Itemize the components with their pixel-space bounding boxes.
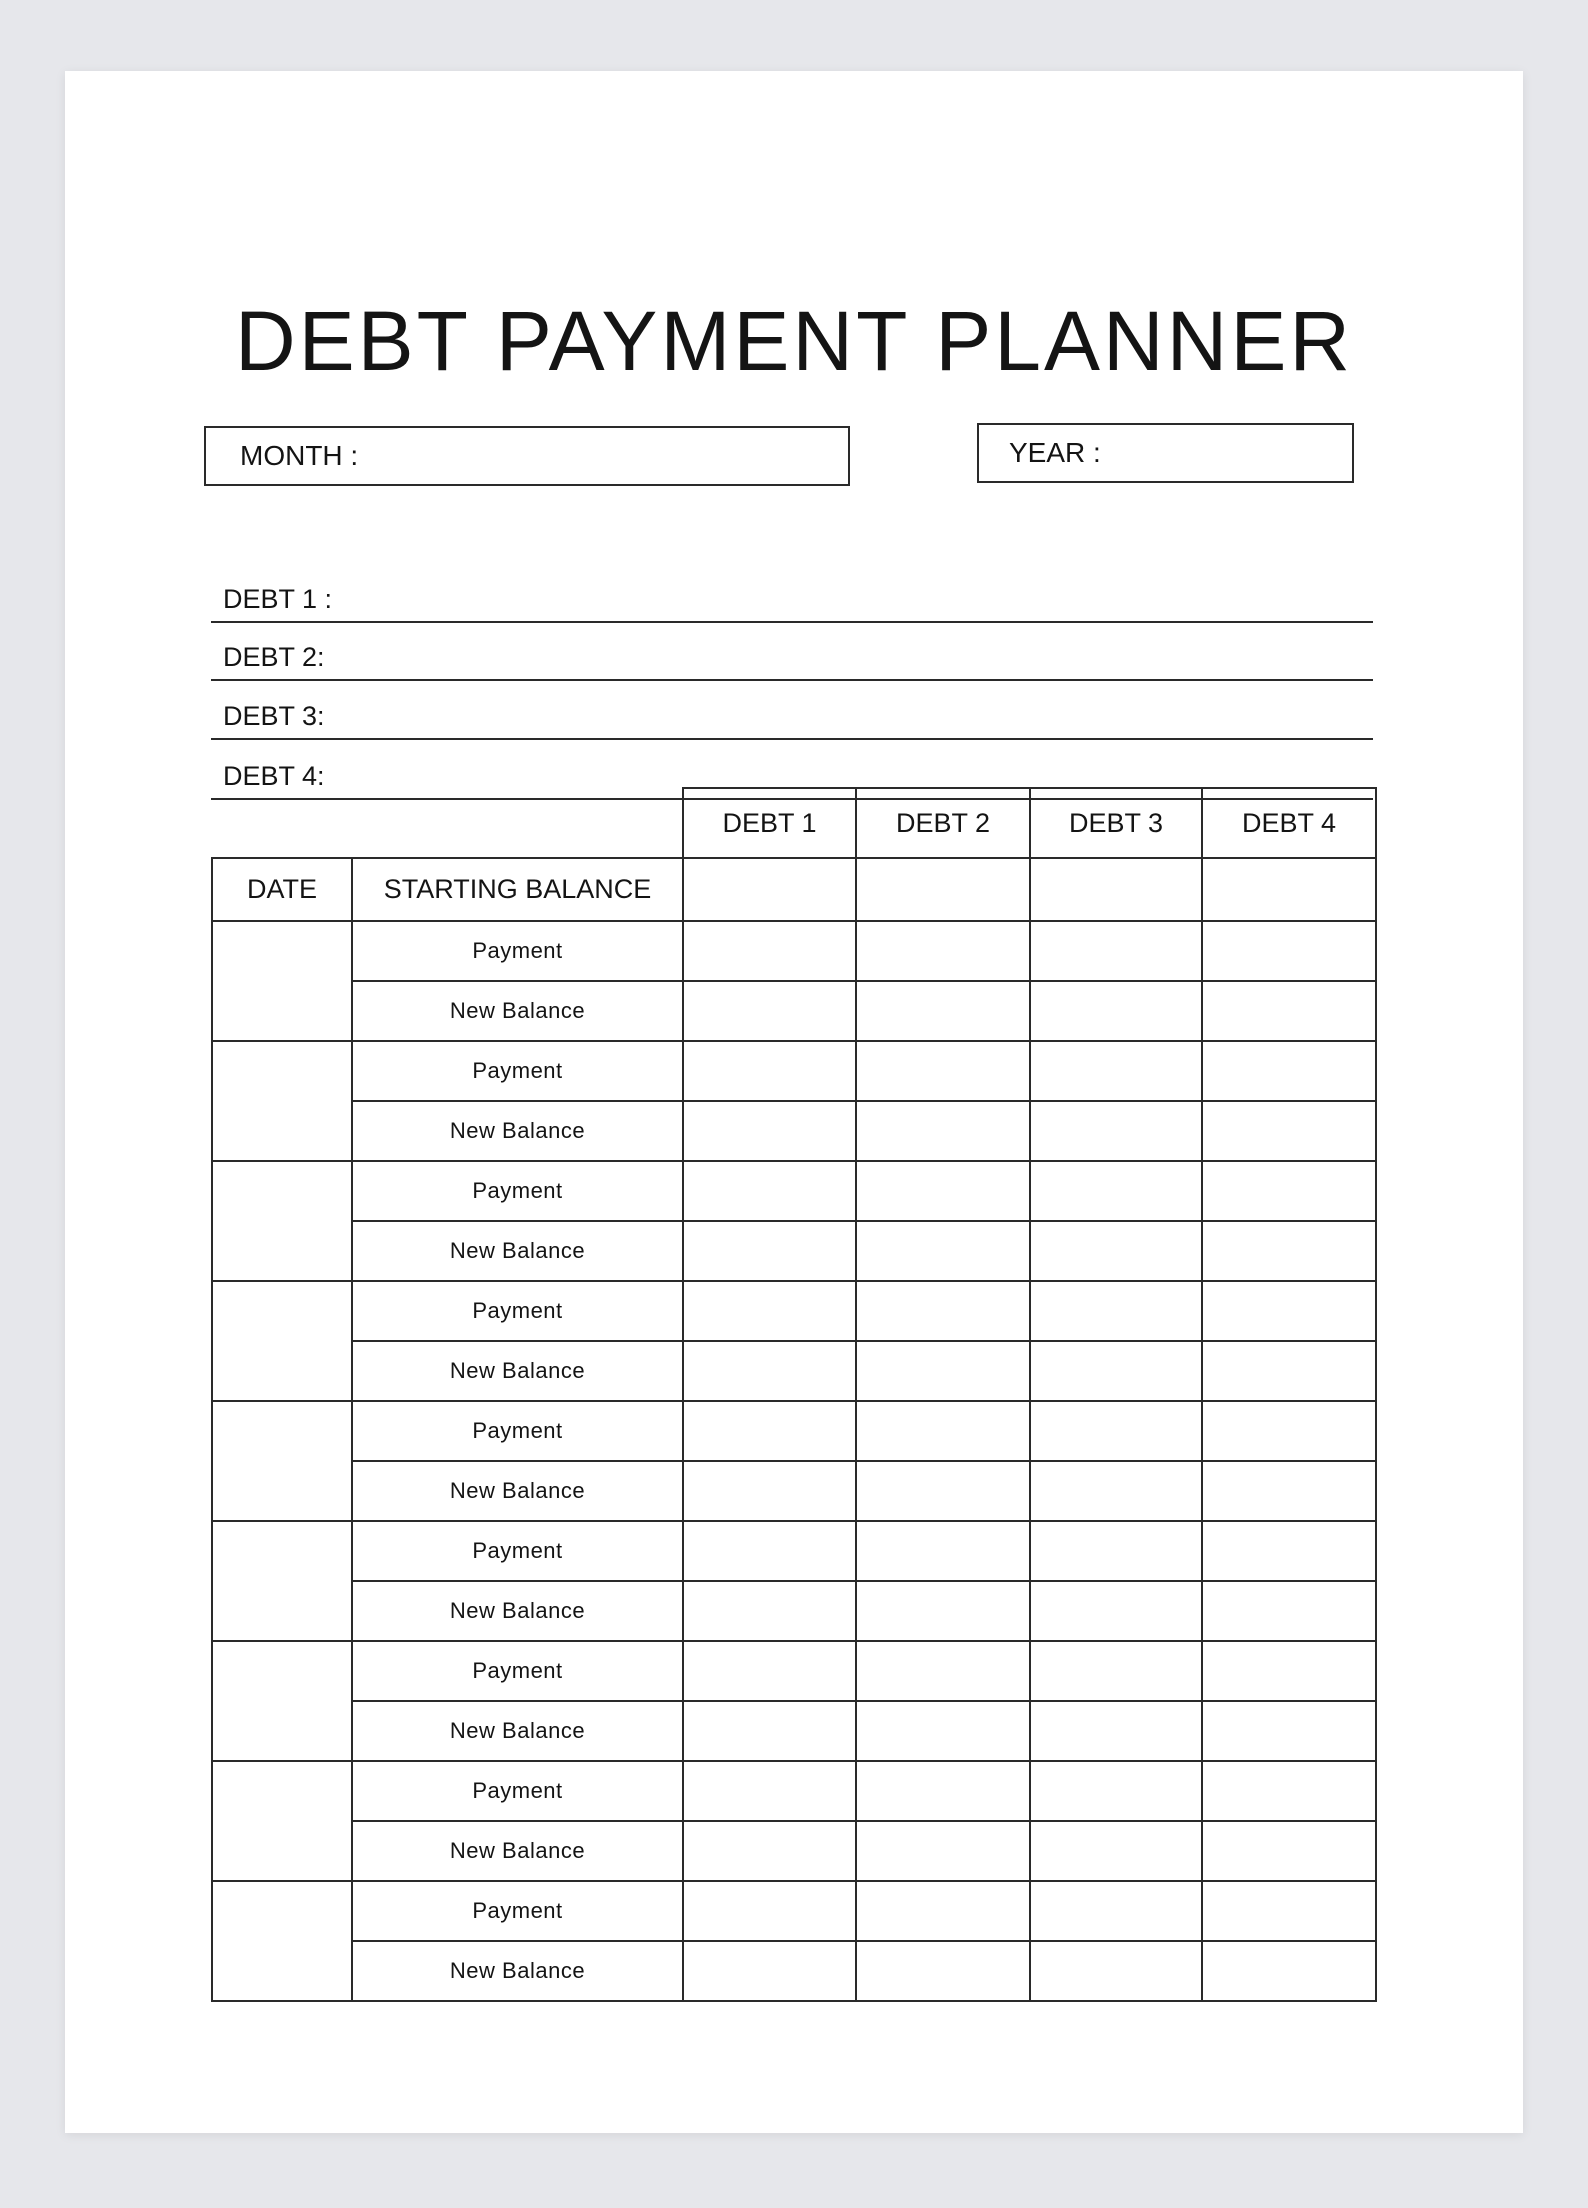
month-label: MONTH : — [240, 440, 359, 471]
planner-sheet — [65, 71, 1523, 2133]
debt-2-entry-cell[interactable] — [856, 1101, 1030, 1161]
debt-4-entry-cell[interactable] — [1202, 1161, 1376, 1221]
date-cell[interactable] — [212, 1401, 352, 1521]
new-balance-label: New Balance — [352, 1701, 683, 1761]
debt-3-label: DEBT 3: — [223, 701, 325, 731]
debt-2-label: DEBT 2: — [223, 642, 325, 672]
debt-3-entry-cell[interactable] — [1030, 981, 1202, 1041]
debt-3-entry-cell[interactable] — [1030, 1161, 1202, 1221]
debt-3-entry-cell[interactable] — [1030, 1521, 1202, 1581]
debt-3-entry-cell[interactable] — [1030, 1941, 1202, 2001]
payment-label: Payment — [352, 1881, 683, 1941]
date-cell[interactable] — [212, 1641, 352, 1761]
debt-1-entry-cell[interactable] — [683, 1581, 856, 1641]
debt-4-entry-cell[interactable] — [1202, 1941, 1376, 2001]
debt-3-entry-cell[interactable] — [1030, 921, 1202, 981]
payment-label: Payment — [352, 1401, 683, 1461]
debt-1-entry-cell[interactable] — [683, 1401, 856, 1461]
debt-3-entry-cell[interactable] — [1030, 1761, 1202, 1821]
page-title: DEBT PAYMENT PLANNER — [234, 294, 1354, 388]
new-balance-row — [212, 1701, 1376, 1761]
payment-row — [212, 1881, 1376, 1941]
new-balance-label: New Balance — [352, 1221, 683, 1281]
debt-2-entry-cell[interactable] — [856, 1461, 1030, 1521]
payment-label: Payment — [352, 1521, 683, 1581]
debt-3-entry-cell[interactable] — [1030, 1701, 1202, 1761]
new-balance-label: New Balance — [352, 1461, 683, 1521]
new-balance-row — [212, 1341, 1376, 1401]
debt-4-entry-cell[interactable] — [1202, 1221, 1376, 1281]
debt-1-entry-cell[interactable] — [683, 1821, 856, 1881]
debt-4-starting-cell[interactable] — [1202, 858, 1376, 921]
debt-4-label: DEBT 4: — [223, 761, 325, 791]
date-cell[interactable] — [212, 921, 352, 1041]
debt-1-entry-cell[interactable] — [683, 1641, 856, 1701]
payment-label: Payment — [352, 1161, 683, 1221]
debt-1-column-header: DEBT 1 — [683, 788, 856, 858]
debt-4-entry-cell[interactable] — [1202, 1641, 1376, 1701]
debt-2-line[interactable] — [211, 623, 1373, 681]
debt-3-starting-cell[interactable] — [1030, 858, 1202, 921]
debt-4-entry-cell[interactable] — [1202, 1521, 1376, 1581]
payment-label: Payment — [352, 921, 683, 981]
debt-4-entry-cell[interactable] — [1202, 1821, 1376, 1881]
debt-1-entry-cell[interactable] — [683, 1041, 856, 1101]
debt-2-entry-cell[interactable] — [856, 1881, 1030, 1941]
debt-4-entry-cell[interactable] — [1202, 1341, 1376, 1401]
date-cell[interactable] — [212, 1761, 352, 1881]
payment-table — [211, 787, 1377, 2002]
debt-4-column-header: DEBT 4 — [1202, 788, 1376, 858]
payment-label: Payment — [352, 1761, 683, 1821]
payment-label: Payment — [352, 1041, 683, 1101]
debt-4-entry-cell[interactable] — [1202, 1101, 1376, 1161]
debt-1-entry-cell[interactable] — [683, 1521, 856, 1581]
debt-3-entry-cell[interactable] — [1030, 1641, 1202, 1701]
debt-3-entry-cell[interactable] — [1030, 1881, 1202, 1941]
debt-1-entry-cell[interactable] — [683, 1341, 856, 1401]
date-cell[interactable] — [212, 1041, 352, 1161]
debt-2-entry-cell[interactable] — [856, 1341, 1030, 1401]
date-cell[interactable] — [212, 1161, 352, 1281]
debt-4-entry-cell[interactable] — [1202, 1761, 1376, 1821]
debt-2-entry-cell[interactable] — [856, 1581, 1030, 1641]
new-balance-label: New Balance — [352, 1581, 683, 1641]
debt-4-entry-cell[interactable] — [1202, 1581, 1376, 1641]
debt-2-entry-cell[interactable] — [856, 1641, 1030, 1701]
starting-balance-header: STARTING BALANCE — [352, 858, 683, 921]
date-cell[interactable] — [212, 1881, 352, 2001]
debt-1-entry-cell[interactable] — [683, 1221, 856, 1281]
debt-2-entry-cell[interactable] — [856, 1041, 1030, 1101]
payment-label: Payment — [352, 1281, 683, 1341]
new-balance-row — [212, 1461, 1376, 1521]
debt-1-label: DEBT 1 : — [223, 584, 333, 614]
debt-2-entry-cell[interactable] — [856, 1701, 1030, 1761]
debt-3-column-header: DEBT 3 — [1030, 788, 1202, 858]
debt-1-line[interactable] — [211, 565, 1373, 623]
debt-2-column-header: DEBT 2 — [856, 788, 1030, 858]
debt-3-entry-cell[interactable] — [1030, 1581, 1202, 1641]
debt-2-entry-cell[interactable] — [856, 921, 1030, 981]
debt-4-entry-cell[interactable] — [1202, 1281, 1376, 1341]
new-balance-label: New Balance — [352, 1101, 683, 1161]
debt-3-entry-cell[interactable] — [1030, 1101, 1202, 1161]
debt-1-entry-cell[interactable] — [683, 1461, 856, 1521]
debt-4-entry-cell[interactable] — [1202, 921, 1376, 981]
debt-2-entry-cell[interactable] — [856, 1761, 1030, 1821]
debt-3-entry-cell[interactable] — [1030, 1281, 1202, 1341]
debt-3-entry-cell[interactable] — [1030, 1461, 1202, 1521]
starting-balance-row — [212, 858, 1376, 921]
debt-1-entry-cell[interactable] — [683, 1281, 856, 1341]
debt-2-entry-cell[interactable] — [856, 1281, 1030, 1341]
year-label: YEAR : — [1009, 437, 1101, 468]
payment-row — [212, 1161, 1376, 1221]
debt-3-entry-cell[interactable] — [1030, 1401, 1202, 1461]
debt-2-entry-cell[interactable] — [856, 1161, 1030, 1221]
debt-2-entry-cell[interactable] — [856, 1521, 1030, 1581]
payment-row — [212, 1641, 1376, 1701]
debt-4-entry-cell[interactable] — [1202, 1881, 1376, 1941]
debt-4-entry-cell[interactable] — [1202, 1701, 1376, 1761]
debt-1-entry-cell[interactable] — [683, 1761, 856, 1821]
debt-2-entry-cell[interactable] — [856, 1941, 1030, 2001]
payment-row — [212, 1401, 1376, 1461]
debt-1-entry-cell[interactable] — [683, 1701, 856, 1761]
payment-row — [212, 1761, 1376, 1821]
debt-2-entry-cell[interactable] — [856, 1821, 1030, 1881]
debt-3-entry-cell[interactable] — [1030, 1821, 1202, 1881]
new-balance-row — [212, 1821, 1376, 1881]
payment-label: Payment — [352, 1641, 683, 1701]
debt-2-entry-cell[interactable] — [856, 1401, 1030, 1461]
month-field[interactable] — [204, 426, 850, 486]
debt-3-entry-cell[interactable] — [1030, 1221, 1202, 1281]
year-field[interactable] — [977, 423, 1354, 483]
debt-2-entry-cell[interactable] — [856, 1221, 1030, 1281]
debt-1-starting-cell[interactable] — [683, 858, 856, 921]
date-cell[interactable] — [212, 1521, 352, 1641]
new-balance-row — [212, 1941, 1376, 2001]
debt-1-entry-cell[interactable] — [683, 1881, 856, 1941]
debt-header-row — [212, 788, 1376, 858]
payment-row — [212, 921, 1376, 981]
date-cell[interactable] — [212, 1281, 352, 1401]
debt-4-entry-cell[interactable] — [1202, 1461, 1376, 1521]
debt-4-entry-cell[interactable] — [1202, 1041, 1376, 1101]
payment-row — [212, 1521, 1376, 1581]
debt-1-entry-cell[interactable] — [683, 1941, 856, 2001]
debt-4-entry-cell[interactable] — [1202, 981, 1376, 1041]
new-balance-row — [212, 1101, 1376, 1161]
debt-3-entry-cell[interactable] — [1030, 1041, 1202, 1101]
debt-3-line[interactable] — [211, 682, 1373, 740]
payment-row — [212, 1041, 1376, 1101]
payment-row — [212, 1281, 1376, 1341]
new-balance-row — [212, 981, 1376, 1041]
debt-2-entry-cell[interactable] — [856, 981, 1030, 1041]
debt-1-entry-cell[interactable] — [683, 981, 856, 1041]
new-balance-row — [212, 1581, 1376, 1641]
debt-4-entry-cell[interactable] — [1202, 1401, 1376, 1461]
debt-1-entry-cell[interactable] — [683, 1161, 856, 1221]
debt-1-entry-cell[interactable] — [683, 921, 856, 981]
new-balance-label: New Balance — [352, 1941, 683, 2001]
new-balance-label: New Balance — [352, 981, 683, 1041]
date-header: DATE — [212, 858, 352, 921]
new-balance-label: New Balance — [352, 1341, 683, 1401]
debt-3-entry-cell[interactable] — [1030, 1341, 1202, 1401]
new-balance-label: New Balance — [352, 1821, 683, 1881]
new-balance-row — [212, 1221, 1376, 1281]
debt-2-starting-cell[interactable] — [856, 858, 1030, 921]
debt-1-entry-cell[interactable] — [683, 1101, 856, 1161]
